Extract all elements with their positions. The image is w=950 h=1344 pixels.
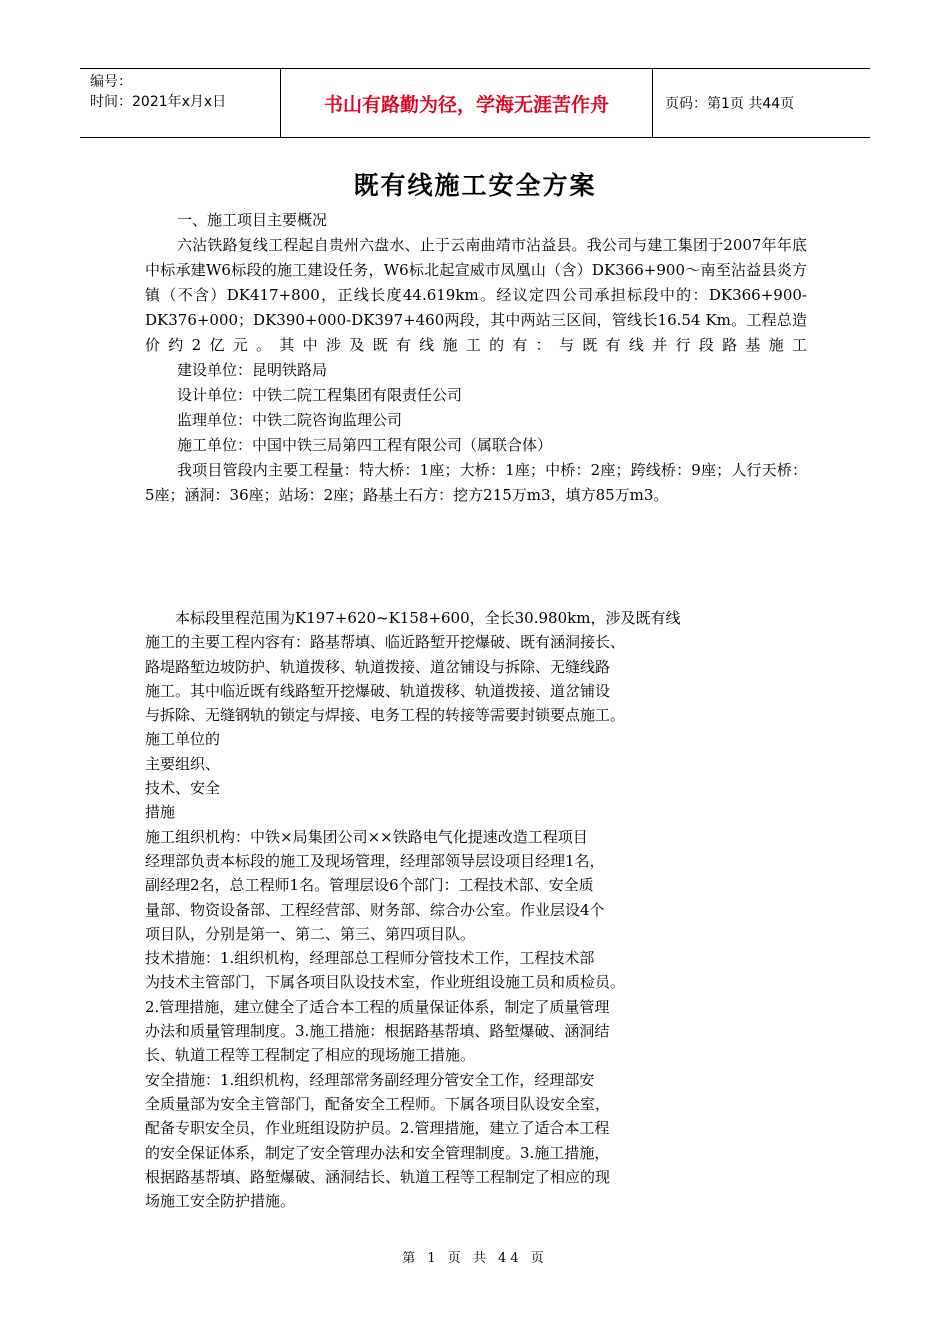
text-line: 长、轨道工程等工程制定了相应的现场施工措施。 — [145, 1046, 476, 1065]
text-line: 经理部负责本标段的施工及现场管理，经理部领导层设项目经理1名， — [145, 851, 605, 870]
text-line: 办法和质量管理制度。3.施工措施：根据路基帮填、路堑爆破、涵洞结 — [145, 1022, 610, 1041]
text-line: 本标段里程范围为K197+620~K158+600，全长30.980km，涉及既有线 — [145, 609, 681, 627]
contractor-line: 施工单位：中国中铁三局第四工程有限公司（属联合体） — [177, 436, 553, 454]
section-overview — [145, 208, 807, 508]
text-line: 的安全保证体系，制定了安全管理办法和安全管理制度。3.施工措施， — [145, 1143, 610, 1162]
quantities-paragraph: 我项目管段内主要工程量：特大桥：1座；大桥：1座；中桥：2座；跨线桥：9座；人行天桥：5座；涵洞：36座；站场：2座；路基土石方：挖方215万m3，填方85万m3。 — [145, 461, 807, 504]
section-heading: 一、施工项目主要概况 — [177, 211, 328, 229]
text-line: 施工的主要工程内容有：路基帮填、临近路堑开挖爆破、既有涵洞接长、 — [145, 633, 626, 652]
text-line: 配备专职安全员，作业班组设防护员。2.管理措施，建立了适合本工程 — [145, 1119, 610, 1138]
text-line: 场施工安全防护措施。 — [145, 1192, 296, 1211]
text-line: 施工组织机构：中铁×局集团公司××铁路电气化提速改造工程项目 — [145, 827, 588, 846]
builder-line: 建设单位：昆明铁路局 — [177, 361, 328, 379]
text-line: 施工。其中临近既有线路堑开挖爆破、轨道拨移、轨道拨接、道岔铺设 — [145, 681, 611, 700]
designer-line: 设计单位：中铁二院工程集团有限责任公司 — [177, 386, 463, 404]
text-line: 施工单位的 — [145, 730, 221, 749]
document-title: 既有线施工安全方案 — [353, 171, 597, 200]
text-line: 根据路基帮填、路堑爆破、涵洞结长、轨道工程等工程制定了相应的现 — [145, 1167, 611, 1186]
time-label: 时间：2021年x月x日 — [90, 94, 227, 110]
text-line: 与拆除、无缝钢轨的锁定与焊接、电务工程的转接等需要封锁要点施工。 — [145, 706, 626, 725]
text-line: 项目队，分别是第一、第二、第三、第四项目队。 — [145, 924, 476, 943]
text-line: 为技术主管部门，下属各项目队设技术室，作业班组设施工员和质检员。 — [145, 973, 626, 992]
number-label: 编号： — [90, 74, 132, 90]
text-line: 技术措施：1.组织机构，经理部总工程师分管技术工作，工程技术部 — [145, 949, 595, 968]
page-footer: 第 1 页 共 44 页 — [402, 1251, 548, 1266]
text-line: 措施 — [145, 803, 176, 822]
text-line: 路堤路堑边坡防护、轨道拨移、轨道拨接、道岔铺设与拆除、无缝线路 — [145, 657, 611, 676]
header-page-info: 页码：第1页 共44页 — [665, 96, 795, 112]
text-line: 副经理2名，总工程师1名。管理层设6个部门：工程技术部、安全质 — [145, 876, 594, 895]
text-line: 安全措施：1.组织机构，经理部常务副经理分管安全工作，经理部安 — [145, 1070, 595, 1089]
text-line: 2.管理措施，建立健全了适合本工程的质量保证体系，制定了质量管理 — [145, 997, 610, 1016]
text-line: 全质量部为安全主管部门，配备安全工程师。下属各项目队设安全室， — [145, 1094, 611, 1113]
header-meta — [80, 69, 280, 137]
text-line: 技术、安全 — [145, 779, 221, 798]
supervisor-line: 监理单位：中铁二院咨询监理公司 — [177, 411, 403, 429]
header-motto: 书山有路勤为径，学海无涯苦作舟 — [280, 69, 653, 137]
text-line: 量部、物资设备部、工程经营部、财务部、综合办公室。作业层设4个 — [145, 900, 605, 919]
text-line: 主要组织、 — [145, 754, 221, 773]
section-measures — [145, 606, 705, 1213]
overview-paragraph: 六沾铁路复线工程起自贵州六盘水、止于云南曲靖市沾益县。我公司与建工集团于2007年年底中标承建W6标段的施工建设任务，W6标北起宣威市凤凰山（含）DK366+900～南至沾益县炎方镇（不含）DK417+800，正线长度44.619km。经议定四公司承担标段中的：DK366+900-DK376+000；DK390+000-DK397+460两段，其中两站三区间，管线长16.54 Km。工程总造价约2亿元。其中涉及既有线施工的有：与既有线并行段路基施工 — [145, 236, 807, 354]
document-header — [80, 68, 870, 138]
